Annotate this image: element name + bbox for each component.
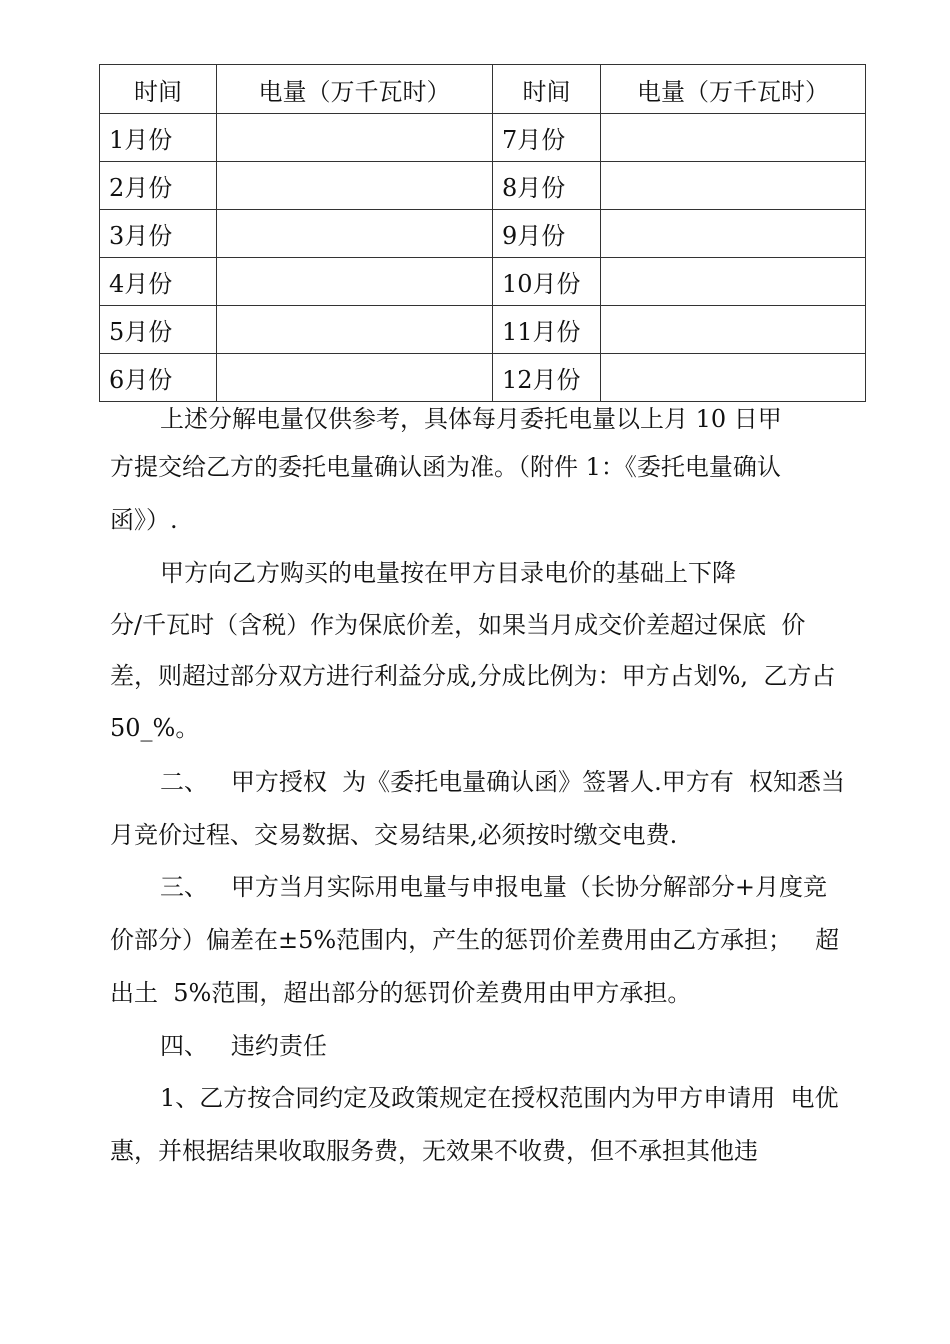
energy-cell [601,354,866,402]
table-row [100,210,866,258]
month-cell: 3月份 [100,210,217,258]
energy-cell [601,306,866,354]
paragraph-line: 差，则超过部分双方进行利益分成,分成比例为：甲方占划%, 乙方占 [110,662,836,690]
monthly-energy-table [99,64,866,402]
month-cell: 12月份 [493,354,601,402]
paragraph-line: 上述分解电量仅供参考，具体每月委托电量以上月 10 日甲 [160,405,782,433]
table-row [100,258,866,306]
energy-cell [217,258,493,306]
paragraph-line: 1、乙方按合同约定及政策规定在授权范围内为甲方申请用 电优 [160,1084,839,1112]
table-row [100,162,866,210]
energy-cell [601,114,866,162]
month-cell: 8月份 [493,162,601,210]
paragraph-line: 50_%。 [110,714,200,742]
paragraph-line: 方提交给乙方的委托电量确认函为准。（附件 1：《委托电量确认 [110,453,781,481]
energy-cell [601,258,866,306]
paragraph-line: 价部分）偏差在±5%范围内，产生的惩罚价差费用由乙方承担； 超 [110,926,840,954]
table-header-row [100,65,866,114]
paragraph-line: 分/千瓦时（含税）作为保底价差，如果当月成交价差超过保底 价 [110,611,806,639]
paragraph-line: 甲方向乙方购买的电量按在甲方目录电价的基础上下降 [160,559,736,587]
month-cell: 1月份 [100,114,217,162]
paragraph-line: 月竞价过程、交易数据、交易结果,必须按时缴交电费. [110,821,678,849]
energy-cell [601,162,866,210]
month-cell: 6月份 [100,354,217,402]
month-cell: 2月份 [100,162,217,210]
table-row [100,306,866,354]
energy-cell [217,306,493,354]
paragraph-line: 函》）. [110,506,178,534]
month-cell: 5月份 [100,306,217,354]
month-cell: 10月份 [493,258,601,306]
header-time-2: 时间 [493,65,601,114]
paragraph-line: 三、 甲方当月实际用电量与申报电量（长协分解部分+月度竞 [160,873,827,901]
energy-cell [217,114,493,162]
header-energy-2: 电量（万千瓦时） [601,65,866,114]
header-energy-1: 电量（万千瓦时） [217,65,493,114]
month-cell: 11月份 [493,306,601,354]
paragraph-line: 二、 甲方授权 为《委托电量确认函》签署人.甲方有 权知悉当 [160,768,846,796]
energy-cell [217,210,493,258]
table-row [100,354,866,402]
table-row [100,114,866,162]
header-time-1: 时间 [100,65,217,114]
paragraph-line: 惠，并根据结果收取服务费，无效果不收费，但不承担其他违 [110,1137,758,1165]
energy-cell [217,162,493,210]
paragraph-line: 出土 5%范围，超出部分的惩罚价差费用由甲方承担。 [110,979,692,1007]
month-cell: 9月份 [493,210,601,258]
section-heading: 四、 违约责任 [160,1032,327,1060]
month-cell: 7月份 [493,114,601,162]
energy-cell [217,354,493,402]
month-cell: 4月份 [100,258,217,306]
energy-cell [601,210,866,258]
